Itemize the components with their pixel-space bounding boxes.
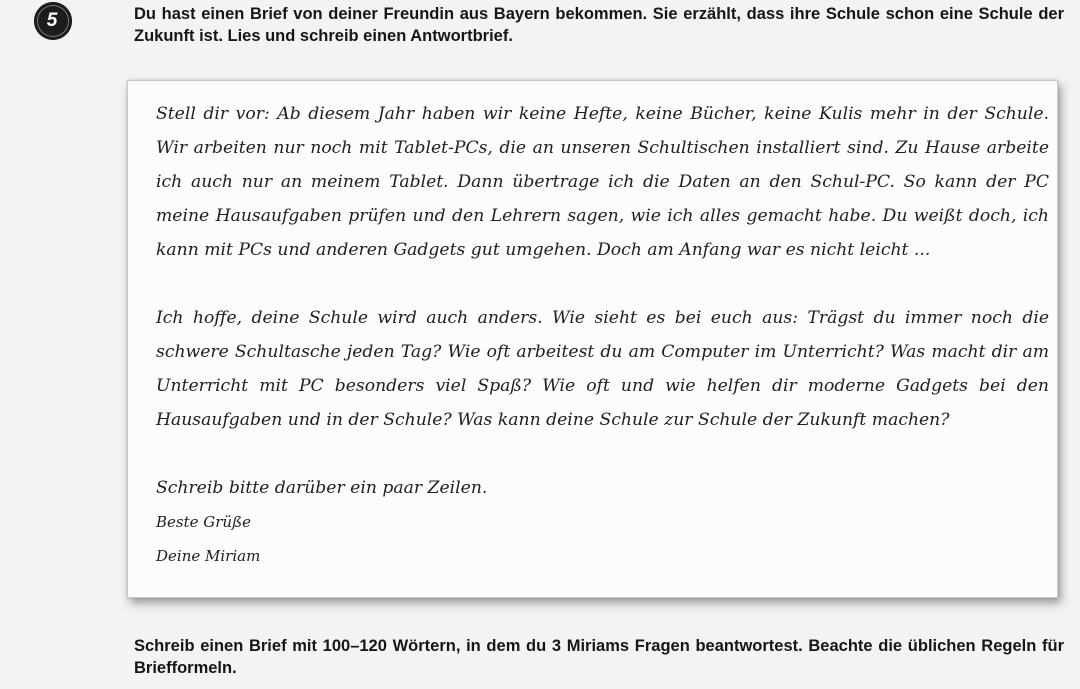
- letter-paragraph-2: Ich hoffe, deine Schule wird auch anders. Wie sieht es bei euch aus: Trägst du immer noch die schwere Schultasche jeden Tag? Wie oft arbeitest du am Computer im Unterricht? Was macht dir am Unterricht mit PC besonders viel Spaß? Wie oft und wie helfen dir moderne Gadgets bei den Hausaufgaben und in der Schule? Was kann deine Schule zur Schule der Zukunft machen?: [156, 308, 1049, 430]
- letter-signature: Deine Miriam: [156, 547, 261, 565]
- letter-card: [127, 80, 1058, 598]
- task-instruction: Du hast einen Brief von deiner Freundin aus Bayern bekommen. Sie erzählt, dass ihre Schule schon eine Schule der Zukunft ist. Lies und schreib einen Antwortbrief.: [134, 5, 1064, 45]
- task-number-badge: [34, 2, 72, 40]
- letter-closing: Beste Grüße: [156, 513, 251, 531]
- letter-request: Schreib bitte darüber ein paar Zeilen.: [156, 478, 488, 498]
- task-number: 5: [46, 10, 58, 31]
- letter-paragraph-1: Stell dir vor: Ab diesem Jahr haben wir keine Hefte, keine Bücher, keine Kulis mehr in der Schule. Wir arbeiten nur noch mit Tablet-PCs, die an unseren Schultischen installiert sind. Zu Hause arbeite ich auch nur an meinem Tablet. Dann übertrage ich die Daten an den Schul-PC. So kann der PC meine Hausaufgaben prüfen und den Lehrern sagen, wie ich alles gemacht habe. Du weißt doch, ich kann mit PCs und anderen Gadgets gut umgehen. Doch am Anfang war es nicht leicht ...: [156, 104, 1049, 260]
- writing-task: Schreib einen Brief mit 100–120 Wörtern, in dem du 3 Miriams Fragen beantwortest. Beachte die üblichen Regeln für Briefformeln.: [134, 637, 1064, 677]
